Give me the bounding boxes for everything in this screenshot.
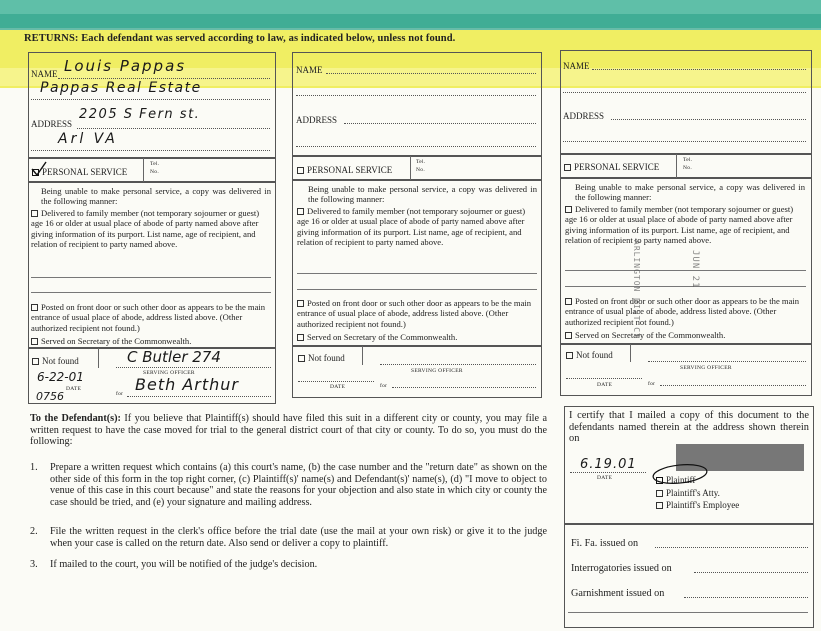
serving-officer-label-2: SERVING OFFICER xyxy=(411,368,463,374)
item-1-number: 1. xyxy=(30,462,38,473)
delivered-text-3: Delivered to family member (not temporary sojourner or guest) age 16 or older at usual place of abode of party named above after giving information of its purport. List name, age of recipient, and relation of recipient to party named above. xyxy=(565,204,794,246)
issued-bottom-line xyxy=(568,612,808,613)
for-line-2 xyxy=(392,387,536,388)
garnishment-line xyxy=(684,597,808,598)
personal-service-option-3[interactable] xyxy=(564,162,659,172)
address-value2-1: Arl VA xyxy=(58,131,118,147)
not-found-checkbox-3[interactable] xyxy=(566,352,573,359)
personal-service-divider-2 xyxy=(410,156,411,180)
time-value-1: 0756 xyxy=(36,390,64,403)
not-found-checkbox-2[interactable] xyxy=(298,355,305,362)
for-line-3 xyxy=(660,385,806,386)
name-line-3 xyxy=(592,69,806,70)
interrogatories-label: Interrogatories issued on xyxy=(571,563,672,574)
date-label-2: DATE xyxy=(330,384,346,390)
certify-text: I certify that I mailed a copy of this document to the defendants named therein at the address shown therein on xyxy=(569,410,809,445)
not-found-divider-2 xyxy=(362,346,363,365)
posted-option-2[interactable] xyxy=(297,298,537,329)
serving-officer-label-3: SERVING OFFICER xyxy=(680,365,732,371)
plaintiffs-employee-label: Plaintiff's Employee xyxy=(666,500,740,510)
personal-service-option-2[interactable] xyxy=(297,165,392,175)
serving-officer-label-1: SERVING OFFICER xyxy=(143,370,195,376)
personal-service-label-1: PERSONAL SERVICE xyxy=(42,167,128,177)
personal-service-checkbox-3[interactable] xyxy=(564,164,571,171)
no-label-3: No. xyxy=(683,165,692,171)
court-stamp-vertical: ARLINGTON DIST CT xyxy=(632,240,641,339)
defendant-heading: To the Defendant(s): xyxy=(30,413,121,424)
name-label-2: NAME xyxy=(296,65,323,75)
certify-date-line xyxy=(570,472,646,473)
name-line2-value-1: Pappas Real Estate xyxy=(40,80,202,96)
date-label-3: DATE xyxy=(597,382,613,388)
personal-service-divider-3 xyxy=(676,154,677,178)
posted-text-3: Posted on front door or such other door as appears to be the main entrance of usual place of abode, address listed above. (Other authorized recipient not found.) xyxy=(565,296,800,327)
posted-checkbox-2[interactable] xyxy=(297,300,304,307)
item-1-text: Prepare a written request which contains (a) this court's name, (b) the case number and the "return date" as shown on the other side of this form in the top right corner, (c) Plaintiff(s)' name(s) and Defendant(s)' name(s), (d) "I move to object to venue of this case in this court because" and state the reasons for your objection and also state in which city or county the case should be tried, and (e) your signature and mailing address. xyxy=(50,462,547,508)
name-address-box-2 xyxy=(292,52,542,156)
garnishment-label: Garnishment issued on xyxy=(571,588,665,599)
address-label-3: ADDRESS xyxy=(563,111,605,121)
plaintiffs-atty-label: Plaintiff's Atty. xyxy=(666,488,720,498)
not-found-label-3: Not found xyxy=(576,350,613,360)
tel-label-3: Tel. xyxy=(683,157,693,163)
address-line2-1 xyxy=(31,150,270,151)
plaintiffs-employee-checkbox[interactable] xyxy=(656,502,663,509)
personal-service-label-2: PERSONAL SERVICE xyxy=(307,165,393,175)
not-found-option-1[interactable] xyxy=(32,356,79,366)
not-found-divider-3 xyxy=(630,344,631,362)
not-found-label-1: Not found xyxy=(42,356,79,366)
checkmark-icon xyxy=(30,160,48,178)
posted-checkbox-1[interactable] xyxy=(31,304,38,311)
address-line-1 xyxy=(77,128,270,129)
address-line-3 xyxy=(611,119,806,120)
address-label-2: ADDRESS xyxy=(296,115,338,125)
recipient-line-1 xyxy=(31,277,271,278)
served-sec-option-3[interactable] xyxy=(565,330,806,340)
plaintiffs-atty-option[interactable] xyxy=(656,488,720,498)
name-label-1: NAME xyxy=(31,69,58,79)
plaintiffs-employee-option[interactable] xyxy=(656,500,739,510)
address-line-2 xyxy=(344,123,536,124)
interrogatories-line xyxy=(694,572,808,573)
served-sec-option-2[interactable] xyxy=(297,332,537,342)
plaintiff-label: Plaintiff xyxy=(666,475,696,485)
officer-line-1 xyxy=(116,367,271,368)
recipient-line-3 xyxy=(565,270,806,271)
no-label-2: No. xyxy=(416,167,425,173)
being-unable-text-3: Being unable to make personal service, a copy was delivered in the following manner: xyxy=(575,182,805,203)
tel-label-1: Tel. xyxy=(150,161,160,167)
item-3-number: 3. xyxy=(30,559,38,570)
delivered-text-2: Delivered to family member (not temporary sojourner or guest) age 16 or older at usual place of abode of party named above after giving information of its purport. List name, age of recipient, and relation of recipient to party named above. xyxy=(297,206,526,248)
posted-checkbox-3[interactable] xyxy=(565,298,572,305)
name-address-box-3 xyxy=(560,50,812,154)
name-line2-2 xyxy=(296,95,536,96)
delivered-checkbox-2[interactable] xyxy=(297,208,304,215)
not-found-divider-1 xyxy=(98,348,99,368)
delivered-checkbox-3[interactable] xyxy=(565,206,572,213)
personal-service-label-3: PERSONAL SERVICE xyxy=(574,162,660,172)
tel-label-2: Tel. xyxy=(416,159,426,165)
delivered-option-1[interactable] xyxy=(31,208,271,250)
for-label-1: for xyxy=(116,391,124,397)
being-unable-text-2: Being unable to make personal service, a copy was delivered in the following manner: xyxy=(308,184,537,205)
no-label-1: No. xyxy=(150,169,159,175)
not-found-option-3[interactable] xyxy=(566,350,613,360)
posted-option-1[interactable] xyxy=(31,302,271,333)
officer-line-3 xyxy=(648,361,806,362)
not-found-checkbox-1[interactable] xyxy=(32,358,39,365)
certify-date-label: DATE xyxy=(597,475,613,481)
name-line-2 xyxy=(326,73,536,74)
name-value-1: Louis Pappas xyxy=(64,57,187,75)
recipient-line2-2 xyxy=(297,289,537,290)
served-sec-option-1[interactable] xyxy=(31,336,271,346)
name-label-3: NAME xyxy=(563,61,590,71)
name-line-1 xyxy=(58,78,270,79)
served-sec-text-2: Served on Secretary of the Commonwealth. xyxy=(307,332,458,342)
address-line2-3 xyxy=(563,141,806,142)
posted-text-1: Posted on front door or such other door as appears to be the main entrance of usual place of abode, address listed above. (Other authorized recipient not found.) xyxy=(31,302,266,333)
recipient-line-2 xyxy=(297,273,537,274)
date-label-1: DATE xyxy=(66,386,82,392)
personal-service-divider-1 xyxy=(143,158,144,182)
date-line-3 xyxy=(566,378,642,379)
delivered-text-1: Delivered to family member (not temporary sojourner or guest) age 16 or older at usual place of abode of party named above after giving information of its purport. List name, age of recipient, and relation of recipient to party named above. xyxy=(31,208,260,250)
court-stamp-date: JUN 21 xyxy=(690,250,700,289)
address-label-1: ADDRESS xyxy=(31,119,73,129)
address-line2-2 xyxy=(296,146,536,147)
date-line-2 xyxy=(298,381,374,382)
for-line-1 xyxy=(127,396,271,397)
certify-date-value: 6.19.01 xyxy=(580,457,637,472)
delivered-option-3[interactable] xyxy=(565,204,806,246)
name-line2-3 xyxy=(563,92,806,93)
name-line2-1 xyxy=(31,99,270,100)
recipient-line2-1 xyxy=(31,292,271,293)
fi-fa-line xyxy=(655,547,808,548)
personal-service-checkbox-2[interactable] xyxy=(297,167,304,174)
served-sec-text-3: Served on Secretary of the Commonwealth. xyxy=(575,330,726,340)
plaintiffs-atty-checkbox[interactable] xyxy=(656,490,663,497)
being-unable-text-1: Being unable to make personal service, a copy was delivered in the following manner: xyxy=(41,186,271,207)
address-value-1: 2205 S Fern st. xyxy=(79,107,201,122)
delivered-option-2[interactable] xyxy=(297,206,537,248)
item-2-number: 2. xyxy=(30,526,38,537)
not-found-option-2[interactable] xyxy=(298,353,345,363)
served-sec-checkbox-1[interactable] xyxy=(31,338,38,345)
item-2-text: File the written request in the clerk's office before the trial date (use the mail at your own risk) or give it to the judge when your case is called on the return date. Also send or deliver a copy to plaintiff. xyxy=(50,526,547,549)
defendant-intro-text: If you believe that Plaintiff(s) should have filed this suit in a different city or county, you may file a written request to have the case moved for trial to the general district court of that city or county. To do so, you must do the following: xyxy=(30,413,548,448)
officer-line-2 xyxy=(380,364,536,365)
delivered-checkbox-1[interactable] xyxy=(31,210,38,217)
item-3-text: If mailed to the court, you will be notified of the judge's decision. xyxy=(50,559,318,570)
fi-fa-label: Fi. Fa. issued on xyxy=(571,538,639,549)
served-sec-checkbox-3[interactable] xyxy=(565,332,572,339)
posted-option-3[interactable] xyxy=(565,296,806,327)
for-label-3: for xyxy=(648,381,656,387)
served-sec-text-1: Served on Secretary of the Commonwealth. xyxy=(41,336,192,346)
not-found-label-2: Not found xyxy=(308,353,345,363)
for-label-2: for xyxy=(380,383,388,389)
posted-text-2: Posted on front door or such other door as appears to be the main entrance of usual place of abode, address listed above. (Other authorized recipient not found.) xyxy=(297,298,532,329)
recipient-line2-3 xyxy=(565,286,806,287)
circle-mark-icon xyxy=(650,462,710,486)
served-sec-checkbox-2[interactable] xyxy=(297,334,304,341)
for-value-1: Beth Arthur xyxy=(135,375,239,394)
officer-value-1: C Butler 274 xyxy=(127,348,221,366)
returns-heading: RETURNS: Each defendant was served according to law, as indicated below, unless not found. xyxy=(24,33,456,44)
date-value-1: 6-22-01 xyxy=(37,370,84,384)
defendant-intro-paragraph xyxy=(30,413,547,448)
